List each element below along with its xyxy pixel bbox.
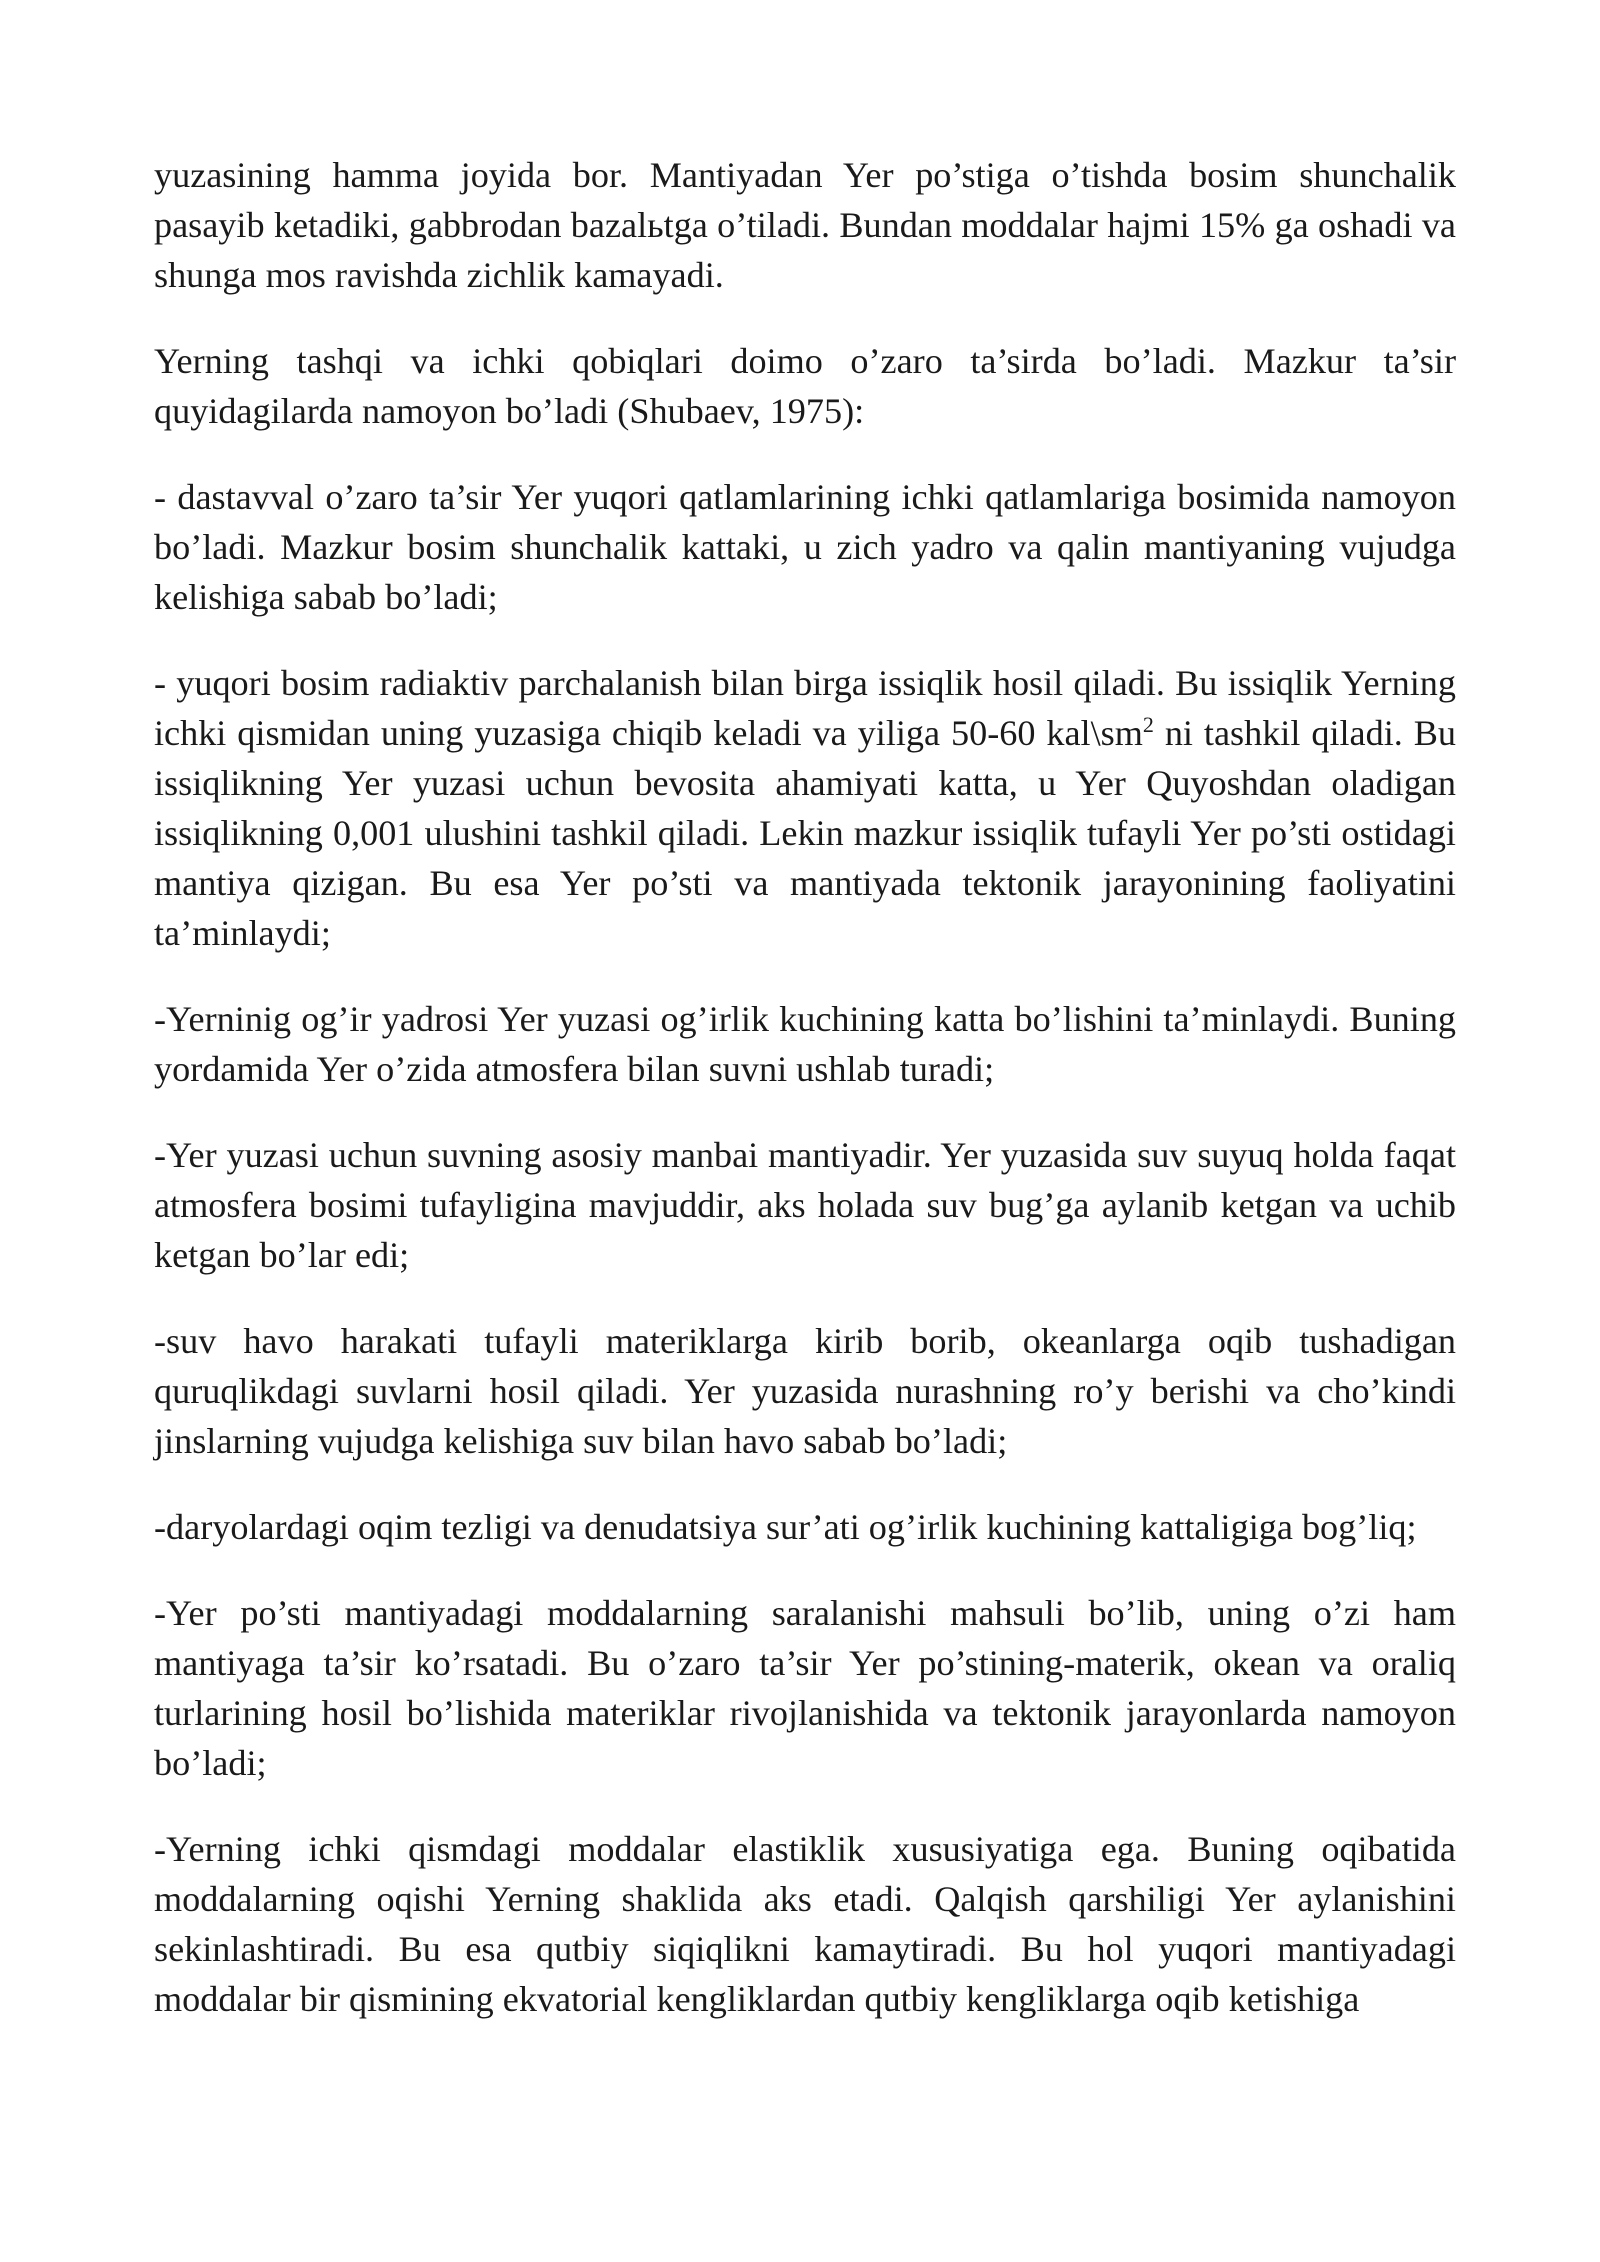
paragraph-9: -Yer po’sti mantiyadagi moddalarning saralanishi mahsuli bo’lib, uning o’zi ham mantiyaga ta’sir ko’rsatadi. Bu o’zaro ta’sir Yer po’stining-materik, okean va oraliq turlarining hosil bo’lishida materiklar rivojlanishida va tektonik jarayonlarda namoyon bo’ladi; xyxy=(154,1593,1456,1783)
paragraph-8: -daryolardagi oqim tezligi va denudatsiya sur’ati og’irlik kuchining kattaligiga bog’liq; xyxy=(154,1507,1417,1547)
paragraph-10: -Yerning ichki qismdagi moddalar elastiklik xususiyatiga ega. Buning oqibatida moddalarning oqishi Yerning shaklida aks etadi. Qalqish qarshiligi Yer aylanishini sekinlashtiradi. Bu esa qutbiy siqiqlikni kamaytiradi. Bu hol yuqori mantiyadagi moddalar bir qismining ekvatorial kengliklardan qutbiy kengliklarga oqib ketishiga xyxy=(154,1829,1456,2019)
paragraph-1: yuzasining hamma joyida bor. Mantiyadan Yer po’stiga o’tishda bosim shunchalik pasayib ketadiki, gabbrodan bazalьtga o’tiladi. Bundan moddalar hajmi 15% ga oshadi va shunga mos ravishda zichlik kamayadi. xyxy=(154,155,1456,295)
paragraph-4 xyxy=(154,658,1456,958)
paragraph-2: Yerning tashqi va ichki qobiqlari doimo o’zaro ta’sirda bo’ladi. Mazkur ta’sir quyidagilarda namoyon bo’ladi (Shubaev, 1975): xyxy=(154,341,1456,431)
paragraph-4-text-before: - yuqori bosim radiaktiv parchalanish bilan birga issiqlik hosil qiladi. Bu issiqlik Yerning ichki qismidan uning yuzasiga chiqib keladi va yiliga 50-60 kal\sm xyxy=(154,663,1456,753)
paragraph-7: -suv havo harakati tufayli materiklarga kirib borib, okeanlarga oqib tushadigan quruqlikdagi suvlarni hosil qiladi. Yer yuzasida nurashning ro’y berishi va cho’kindi jinslarning vujudga kelishiga suv bilan havo sabab bo’ladi; xyxy=(154,1321,1456,1461)
paragraph-6: -Yer yuzasi uchun suvning asosiy manbai mantiyadir. Yer yuzasida suv suyuq holda faqat atmosfera bosimi tufayligina mavjuddir, aks holada suv bug’ga aylanib ketgan va uchib ketgan bo’lar edi; xyxy=(154,1135,1456,1275)
paragraph-4-text-after: ni tashkil qiladi. Bu issiqlikning Yer yuzasi uchun bevosita ahamiyati katta, u Yer Quyoshdan oladigan issiqlikning 0,001 ulushini tashkil qiladi. Lekin mazkur issiqlik tufayli Yer po’sti ostidagi mantiya qizigan. Bu esa Yer po’sti va mantiyada tektonik jarayonining faoliyatini ta’minlaydi; xyxy=(154,713,1456,953)
document-page xyxy=(154,150,1456,2060)
paragraph-5: -Yerninig og’ir yadrosi Yer yuzasi og’irlik kuchining katta bo’lishini ta’minlaydi. Buning yordamida Yer o’zida atmosfera bilan suvni ushlab turadi; xyxy=(154,999,1456,1089)
superscript-exponent: 2 xyxy=(1142,711,1154,737)
paragraph-3: - dastavval o’zaro ta’sir Yer yuqori qatlamlarining ichki qatlamlariga bosimida namoyon bo’ladi. Mazkur bosim shunchalik kattaki, u zich yadro va qalin mantiyaning vujudga kelishiga sabab bo’ladi; xyxy=(154,477,1456,617)
